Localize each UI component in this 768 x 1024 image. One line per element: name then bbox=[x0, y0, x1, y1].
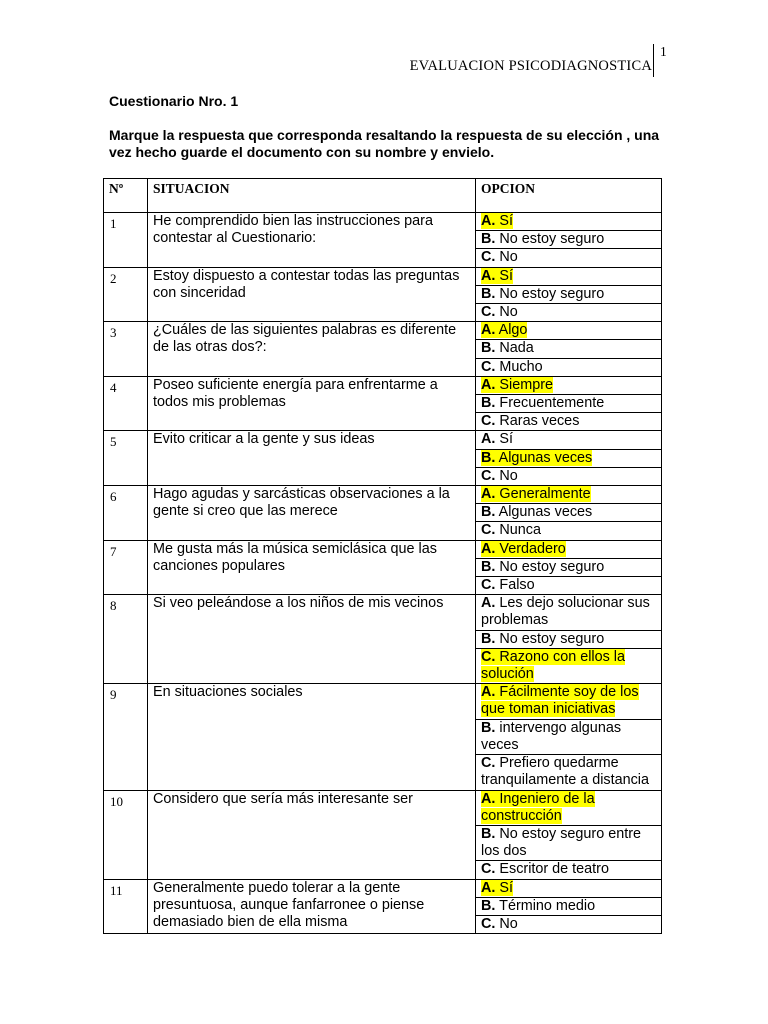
question-situation: ¿Cuáles de las siguientes palabras es diferente de las otras dos?: bbox=[148, 322, 476, 377]
question-number: 4 bbox=[104, 376, 148, 431]
question-number: 10 bbox=[104, 790, 148, 879]
answer-text bbox=[481, 286, 604, 302]
header-option: OPCION bbox=[476, 179, 662, 213]
table-row bbox=[104, 267, 662, 285]
answer-option[interactable] bbox=[476, 358, 662, 376]
answer-text bbox=[481, 304, 518, 320]
answer-option[interactable] bbox=[476, 595, 662, 630]
table-row bbox=[104, 879, 662, 897]
answer-option[interactable] bbox=[476, 376, 662, 394]
answer-option[interactable] bbox=[476, 431, 662, 449]
option-letter: B. bbox=[481, 825, 496, 842]
option-text: No estoy seguro bbox=[499, 558, 605, 575]
highlighted-answer bbox=[481, 791, 595, 824]
table-header-row bbox=[104, 179, 662, 213]
header-number: Nº bbox=[104, 179, 148, 213]
option-text: Verdadero bbox=[499, 540, 566, 557]
option-letter: B. bbox=[481, 558, 496, 575]
document-header: EVALUACION PSICODIAGNOSTICA bbox=[409, 58, 652, 74]
option-text: Sí bbox=[499, 267, 514, 284]
question-number: 11 bbox=[104, 879, 148, 934]
table-row bbox=[104, 486, 662, 504]
answer-text bbox=[481, 395, 604, 411]
option-letter: B. bbox=[481, 719, 496, 736]
question-situation: He comprendido bien las instrucciones para contestar al Cuestionario: bbox=[148, 213, 476, 268]
option-letter: C. bbox=[481, 755, 496, 772]
option-letter: B. bbox=[481, 285, 496, 302]
answer-text bbox=[481, 504, 592, 520]
table-row bbox=[104, 790, 662, 825]
answer-option[interactable] bbox=[476, 467, 662, 485]
option-text: Nada bbox=[499, 340, 534, 357]
option-letter: A. bbox=[481, 790, 496, 807]
option-text: Ingeniero de la construcción bbox=[481, 790, 595, 824]
answer-option[interactable] bbox=[476, 897, 662, 915]
option-text: Nunca bbox=[499, 522, 542, 539]
answer-text bbox=[481, 898, 595, 914]
option-text: Escritor de teatro bbox=[499, 861, 609, 878]
option-text: Fácilmente soy de los que toman iniciativas bbox=[481, 684, 639, 718]
answer-option[interactable] bbox=[476, 267, 662, 285]
highlighted-answer bbox=[481, 880, 513, 896]
option-text: No estoy seguro bbox=[499, 630, 605, 647]
answer-option[interactable] bbox=[476, 395, 662, 413]
option-letter: A. bbox=[481, 684, 496, 701]
questionnaire-title: Cuestionario Nro. 1 bbox=[109, 93, 239, 109]
option-text: No bbox=[499, 467, 518, 484]
option-letter: B. bbox=[481, 231, 496, 248]
question-situation: Considero que sería más interesante ser bbox=[148, 790, 476, 879]
answer-option[interactable] bbox=[476, 449, 662, 467]
answer-text bbox=[481, 916, 518, 932]
answer-option[interactable] bbox=[476, 915, 662, 933]
answer-text bbox=[481, 359, 543, 375]
question-situation: Evito criticar a la gente y sus ideas bbox=[148, 431, 476, 486]
highlighted-answer bbox=[481, 268, 513, 284]
option-letter: C. bbox=[481, 861, 496, 878]
option-letter: A. bbox=[481, 267, 496, 284]
page-number: 1 bbox=[660, 44, 667, 59]
option-text: Algunas veces bbox=[498, 504, 593, 521]
highlighted-answer bbox=[481, 450, 592, 466]
table-row bbox=[104, 376, 662, 394]
highlighted-answer bbox=[481, 322, 527, 338]
table-row bbox=[104, 213, 662, 231]
answer-text bbox=[481, 720, 621, 753]
question-situation: Me gusta más la música semiclásica que las canciones populares bbox=[148, 540, 476, 595]
option-text: Raras veces bbox=[499, 413, 580, 430]
option-letter: A. bbox=[481, 376, 496, 393]
option-letter: A. bbox=[481, 595, 496, 612]
question-situation: Hago agudas y sarcásticas observaciones a la gente si creo que las merece bbox=[148, 486, 476, 541]
highlighted-answer bbox=[481, 649, 625, 682]
answer-option[interactable] bbox=[476, 558, 662, 576]
option-text: Sí bbox=[499, 431, 514, 448]
question-number: 7 bbox=[104, 540, 148, 595]
answer-text bbox=[481, 431, 513, 447]
answer-option[interactable] bbox=[476, 719, 662, 754]
option-text: Mucho bbox=[499, 358, 543, 375]
answer-text bbox=[481, 577, 535, 593]
option-text: intervengo algunas veces bbox=[481, 719, 622, 753]
answer-text bbox=[481, 468, 518, 484]
answer-text bbox=[481, 522, 541, 538]
option-text: Les dejo solucionar sus problemas bbox=[481, 595, 650, 629]
option-letter: C. bbox=[481, 304, 496, 321]
option-letter: C. bbox=[481, 577, 496, 594]
option-letter: B. bbox=[481, 504, 496, 521]
question-number: 2 bbox=[104, 267, 148, 322]
option-letter: C. bbox=[481, 915, 496, 932]
option-letter: A. bbox=[481, 540, 496, 557]
option-letter: C. bbox=[481, 358, 496, 375]
option-text: Prefiero quedarme tranquilamente a distancia bbox=[481, 755, 649, 789]
option-text: Término medio bbox=[499, 897, 596, 914]
answer-option[interactable] bbox=[476, 790, 662, 825]
answer-option[interactable] bbox=[476, 304, 662, 322]
question-number: 3 bbox=[104, 322, 148, 377]
option-text: Sí bbox=[499, 213, 514, 229]
option-text: Sí bbox=[499, 879, 514, 896]
answer-option[interactable] bbox=[476, 231, 662, 249]
table-row bbox=[104, 322, 662, 340]
option-text: Algo bbox=[498, 322, 528, 339]
option-letter: C. bbox=[481, 413, 496, 430]
option-letter: C. bbox=[481, 249, 496, 266]
option-letter: C. bbox=[481, 467, 496, 484]
question-situation: Poseo suficiente energía para enfrentarme a todos mis problemas bbox=[148, 376, 476, 431]
instructions-text: Marque la respuesta que corresponda resaltando la respuesta de su elección , una vez hecho guarde el documento con su nombre y envielo. bbox=[109, 127, 660, 160]
highlighted-answer bbox=[481, 486, 591, 502]
answer-option[interactable] bbox=[476, 486, 662, 504]
option-text: No estoy seguro bbox=[499, 285, 605, 302]
option-letter: B. bbox=[481, 395, 496, 412]
option-letter: B. bbox=[481, 449, 496, 466]
answer-text bbox=[481, 595, 650, 628]
answer-option[interactable] bbox=[476, 249, 662, 267]
option-letter: B. bbox=[481, 630, 496, 647]
option-letter: A. bbox=[481, 322, 496, 339]
question-situation: Estoy dispuesto a contestar todas las preguntas con sinceridad bbox=[148, 267, 476, 322]
option-letter: C. bbox=[481, 522, 496, 539]
question-number: 1 bbox=[104, 213, 148, 268]
option-text: No estoy seguro bbox=[499, 231, 605, 248]
highlighted-answer bbox=[481, 541, 566, 557]
option-letter: B. bbox=[481, 340, 496, 357]
answer-text bbox=[481, 826, 641, 859]
answer-option[interactable] bbox=[476, 340, 662, 358]
option-letter: B. bbox=[481, 897, 496, 914]
answer-option[interactable] bbox=[476, 322, 662, 340]
option-letter: A. bbox=[481, 431, 496, 448]
answer-text bbox=[481, 631, 604, 647]
answer-text bbox=[481, 861, 609, 877]
question-number: 8 bbox=[104, 595, 148, 684]
table-body bbox=[104, 213, 662, 934]
option-text: Siempre bbox=[499, 376, 553, 393]
answer-option[interactable] bbox=[476, 684, 662, 719]
table-row bbox=[104, 431, 662, 449]
answer-option[interactable] bbox=[476, 648, 662, 683]
option-text: Razono con ellos la solución bbox=[481, 648, 626, 683]
option-text: No bbox=[499, 304, 518, 321]
answer-text bbox=[481, 249, 518, 265]
answer-option[interactable] bbox=[476, 825, 662, 860]
table-row bbox=[104, 595, 662, 630]
answer-option[interactable] bbox=[476, 413, 662, 431]
header-situation: SITUACION bbox=[148, 179, 476, 213]
option-text: No estoy seguro entre los dos bbox=[481, 825, 641, 860]
option-text: Frecuentemente bbox=[499, 395, 605, 412]
table-row bbox=[104, 684, 662, 719]
questionnaire-table bbox=[103, 178, 662, 934]
option-letter: A. bbox=[481, 879, 496, 896]
answer-option[interactable] bbox=[476, 213, 662, 231]
question-situation: En situaciones sociales bbox=[148, 684, 476, 790]
answer-option[interactable] bbox=[476, 504, 662, 522]
answer-option[interactable] bbox=[476, 577, 662, 595]
option-text: Falso bbox=[499, 577, 535, 594]
highlighted-answer bbox=[481, 684, 639, 717]
question-number: 6 bbox=[104, 486, 148, 541]
answer-option[interactable] bbox=[476, 861, 662, 879]
answer-option[interactable] bbox=[476, 755, 662, 790]
answer-option[interactable] bbox=[476, 522, 662, 540]
option-letter: A. bbox=[481, 213, 496, 229]
question-situation: Si veo peleándose a los niños de mis vecinos bbox=[148, 595, 476, 684]
answer-text bbox=[481, 755, 649, 788]
answer-option[interactable] bbox=[476, 285, 662, 303]
answer-text bbox=[481, 340, 534, 356]
highlighted-answer bbox=[481, 377, 553, 393]
option-text: No bbox=[499, 915, 518, 932]
answer-text bbox=[481, 559, 604, 575]
answer-text bbox=[481, 413, 579, 429]
answer-text bbox=[481, 231, 604, 247]
option-text: Algunas veces bbox=[498, 449, 593, 466]
answer-option[interactable] bbox=[476, 540, 662, 558]
page-number-divider bbox=[653, 44, 654, 77]
question-number: 9 bbox=[104, 684, 148, 790]
option-letter: C. bbox=[481, 648, 496, 665]
option-text: No bbox=[499, 249, 518, 266]
answer-option[interactable] bbox=[476, 630, 662, 648]
highlighted-answer bbox=[481, 213, 513, 229]
option-letter: A. bbox=[481, 486, 496, 503]
question-situation: Generalmente puedo tolerar a la gente presuntuosa, aunque fanfarronee o piense demasiado bien de ella misma bbox=[148, 879, 476, 934]
option-text: Generalmente bbox=[499, 486, 591, 503]
table-row bbox=[104, 540, 662, 558]
answer-option[interactable] bbox=[476, 879, 662, 897]
question-number: 5 bbox=[104, 431, 148, 486]
